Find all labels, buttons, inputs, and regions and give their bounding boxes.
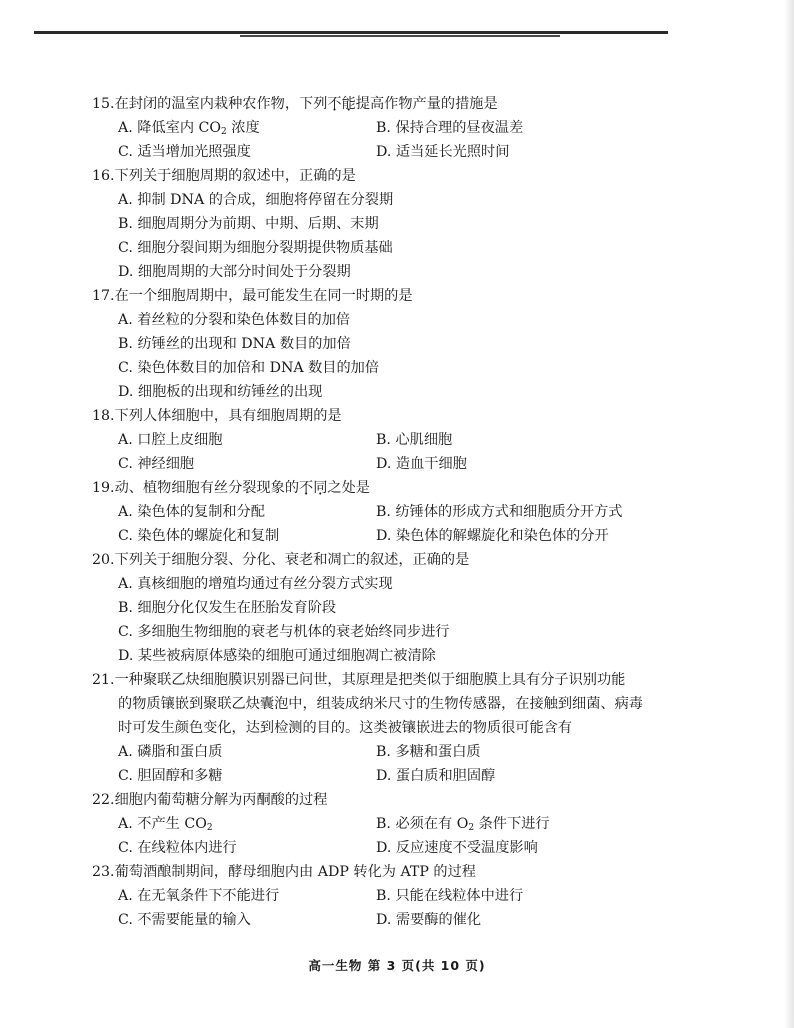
question-15 <box>92 92 692 164</box>
option-a: A. 降低室内 $CO_2$ 浓度 <box>118 120 260 137</box>
options-grid <box>92 428 692 476</box>
option-b: B. 多糖和蛋白质 <box>376 744 481 760</box>
question-stem: 23.葡萄酒酿制期间，酵母细胞内由 ADP 转化为 ATP 的过程 <box>92 864 476 880</box>
options-grid <box>92 812 692 860</box>
option-c: C. 细胞分裂间期为细胞分裂期提供物质基础 <box>118 240 393 256</box>
option-d: D. 细胞板的出现和纺锤丝的出现 <box>118 384 323 400</box>
question-stem: 18.下列人体细胞中，具有细胞周期的是 <box>92 408 342 424</box>
question-20 <box>92 548 692 668</box>
option-c: C. 多细胞生物细胞的衰老与机体的衰老始终同步进行 <box>118 624 450 640</box>
option-a: A. 在无氧条件下不能进行 <box>118 888 280 904</box>
question-stem: 15.在封闭的温室内栽种农作物，下列不能提高作物产量的措施是 <box>92 96 498 112</box>
option-d: D. 需要酶的催化 <box>376 912 482 928</box>
question-stem: 22.细胞内葡萄糖分解为丙酮酸的过程 <box>92 792 328 808</box>
option-b: B. 心肌细胞 <box>376 432 453 448</box>
question-stem: 16.下列关于细胞周期的叙述中，正确的是 <box>92 168 356 184</box>
scan-edge-shadow <box>784 0 794 1028</box>
options-grid <box>92 740 692 788</box>
question-23 <box>92 860 692 932</box>
question-19 <box>92 476 692 548</box>
header-rule <box>34 31 668 34</box>
question-16 <box>92 164 692 284</box>
option-d: D. 造血干细胞 <box>376 456 467 472</box>
option-a: A. 不产生 $CO_2$ <box>118 816 213 833</box>
option-b: B. 细胞分化仅发生在胚胎发育阶段 <box>118 600 337 616</box>
stem-line-2: 的物质镶嵌到聚联乙炔囊泡中，组装成纳米尺寸的生物传感器，在接触到细菌、病毒 <box>118 696 643 712</box>
option-a: A. 染色体的复制和分配 <box>118 504 265 520</box>
option-b: B. 纺锤体的形成方式和细胞质分开方式 <box>376 504 623 520</box>
question-22 <box>92 788 692 860</box>
option-b: B. 只能在线粒体中进行 <box>376 888 524 904</box>
options-grid <box>92 500 692 548</box>
options-list <box>92 188 692 284</box>
option-c: C. 染色体的螺旋化和复制 <box>118 528 280 544</box>
option-a: A. 磷脂和蛋白质 <box>118 744 223 760</box>
question-stem: 17.在一个细胞周期中，最可能发生在同一时期的是 <box>92 288 413 304</box>
option-b: B. 保持合理的昼夜温差 <box>376 120 524 136</box>
option-d: D. 适当延长光照时间 <box>376 144 510 160</box>
stem-line-3: 时可发生颜色变化，达到检测的目的。这类被镶嵌进去的物质很可能含有 <box>118 720 573 736</box>
option-c: C. 在线粒体内进行 <box>118 840 237 856</box>
option-c: C. 不需要能量的输入 <box>118 912 251 928</box>
option-c: C. 染色体数目的加倍和 DNA 数目的加倍 <box>118 360 380 376</box>
stem-line-1: 21.一种聚联乙炔细胞膜识别器已问世，其原理是把类似于细胞膜上具有分子识别功能 <box>92 672 626 688</box>
question-18 <box>92 404 692 476</box>
question-stem <box>92 668 692 740</box>
option-a: A. 口腔上皮细胞 <box>118 432 223 448</box>
question-21 <box>92 668 692 788</box>
option-b: B. 纺锤丝的出现和 DNA 数目的加倍 <box>118 336 351 352</box>
option-c: C. 适当增加光照强度 <box>118 144 251 160</box>
option-b: B. 细胞周期分为前期、中期、后期、末期 <box>118 216 379 232</box>
option-d: D. 反应速度不受温度影响 <box>376 840 538 856</box>
option-d: D. 细胞周期的大部分时间处于分裂期 <box>118 264 351 280</box>
options-list <box>92 308 692 404</box>
option-b: B. 必须在有 $O_2$ 条件下进行 <box>376 816 550 833</box>
option-a: A. 着丝粒的分裂和染色体数目的加倍 <box>118 312 351 328</box>
page-footer: 高一生物 第 3 页(共 10 页) <box>308 958 486 973</box>
option-a: A. 抑制 DNA 的合成，细胞将停留在分裂期 <box>118 192 394 208</box>
header-rule-secondary <box>240 35 560 37</box>
option-d: D. 某些被病原体感染的细胞可通过细胞凋亡被清除 <box>118 648 436 664</box>
options-grid <box>92 116 692 164</box>
option-d: D. 染色体的解螺旋化和染色体的分开 <box>376 528 609 544</box>
question-17 <box>92 284 692 404</box>
options-grid <box>92 884 692 932</box>
option-c: C. 神经细胞 <box>118 456 195 472</box>
question-list <box>92 92 692 932</box>
option-a: A. 真核细胞的增殖均通过有丝分裂方式实现 <box>118 576 393 592</box>
option-c: C. 胆固醇和多糖 <box>118 768 223 784</box>
question-stem: 20.下列关于细胞分裂、分化、衰老和凋亡的叙述，正确的是 <box>92 552 470 568</box>
option-d: D. 蛋白质和胆固醇 <box>376 768 496 784</box>
options-list <box>92 572 692 668</box>
question-stem: 19.动、植物细胞有丝分裂现象的不同之处是 <box>92 480 370 496</box>
